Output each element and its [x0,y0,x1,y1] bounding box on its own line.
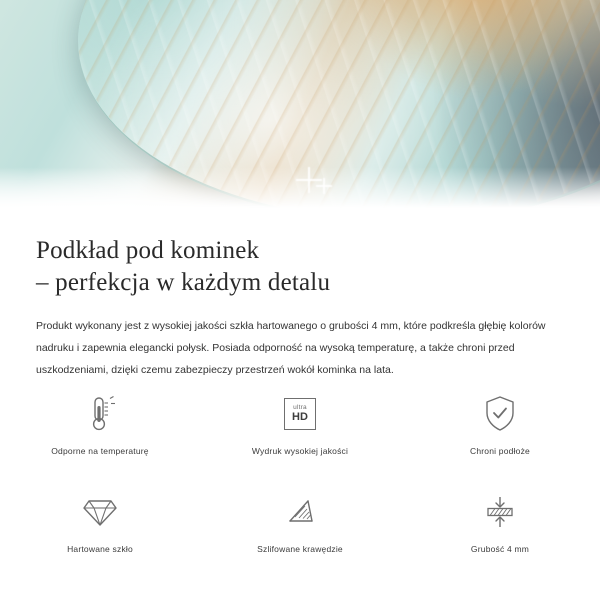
hero-fade-overlay [0,167,600,215]
feature-label: Szlifowane krawędzie [257,544,343,554]
thickness-arrows-icon [482,490,518,534]
ultra-hd-top-text: ultra [293,403,307,411]
feature-label: Grubość 4 mm [470,544,530,554]
feature-polished-edges [200,490,400,554]
description-paragraph: Produkt wykonany jest z wysokiej jakości szkła hartowanego o grubości 4 mm, które podkreśla głębię kolorów nadruku i zapewnia elegancki połysk. Posiada odporność na wysoką temperaturę, a także chroni przed uszkodzeniami, dzięki czemu zabezpieczy przestrzeń wokół kominka na lata. [36,320,546,376]
hero-image [0,0,600,215]
feature-tempered-glass [0,490,200,554]
feature-label: Chroni podłoże [470,446,530,456]
feature-row-1 [0,392,600,456]
feature-surface-protection [400,392,600,456]
feature-row-2 [0,490,600,554]
feature-label: Odporne na temperaturę [51,446,149,456]
feature-thickness [400,490,600,554]
headline-line-2: – perfekcja w każdym detalu [36,269,331,296]
ultra-hd-icon [284,392,316,436]
feature-print-quality [200,392,400,456]
feature-temperature-resistant [0,392,200,456]
diamond-icon [82,490,118,534]
shield-check-icon [483,392,517,436]
headline-line-1: Podkład pod kominek [36,237,260,264]
polished-edges-icon [282,490,318,534]
content-block [0,215,600,381]
feature-label: Wydruk wysokiej jakości [251,446,349,456]
page-title [0,215,600,299]
ultra-hd-bottom-text: HD [292,411,308,424]
thermometer-icon [83,392,117,436]
feature-grid [0,392,600,554]
feature-label: Hartowane szkło [67,544,133,554]
